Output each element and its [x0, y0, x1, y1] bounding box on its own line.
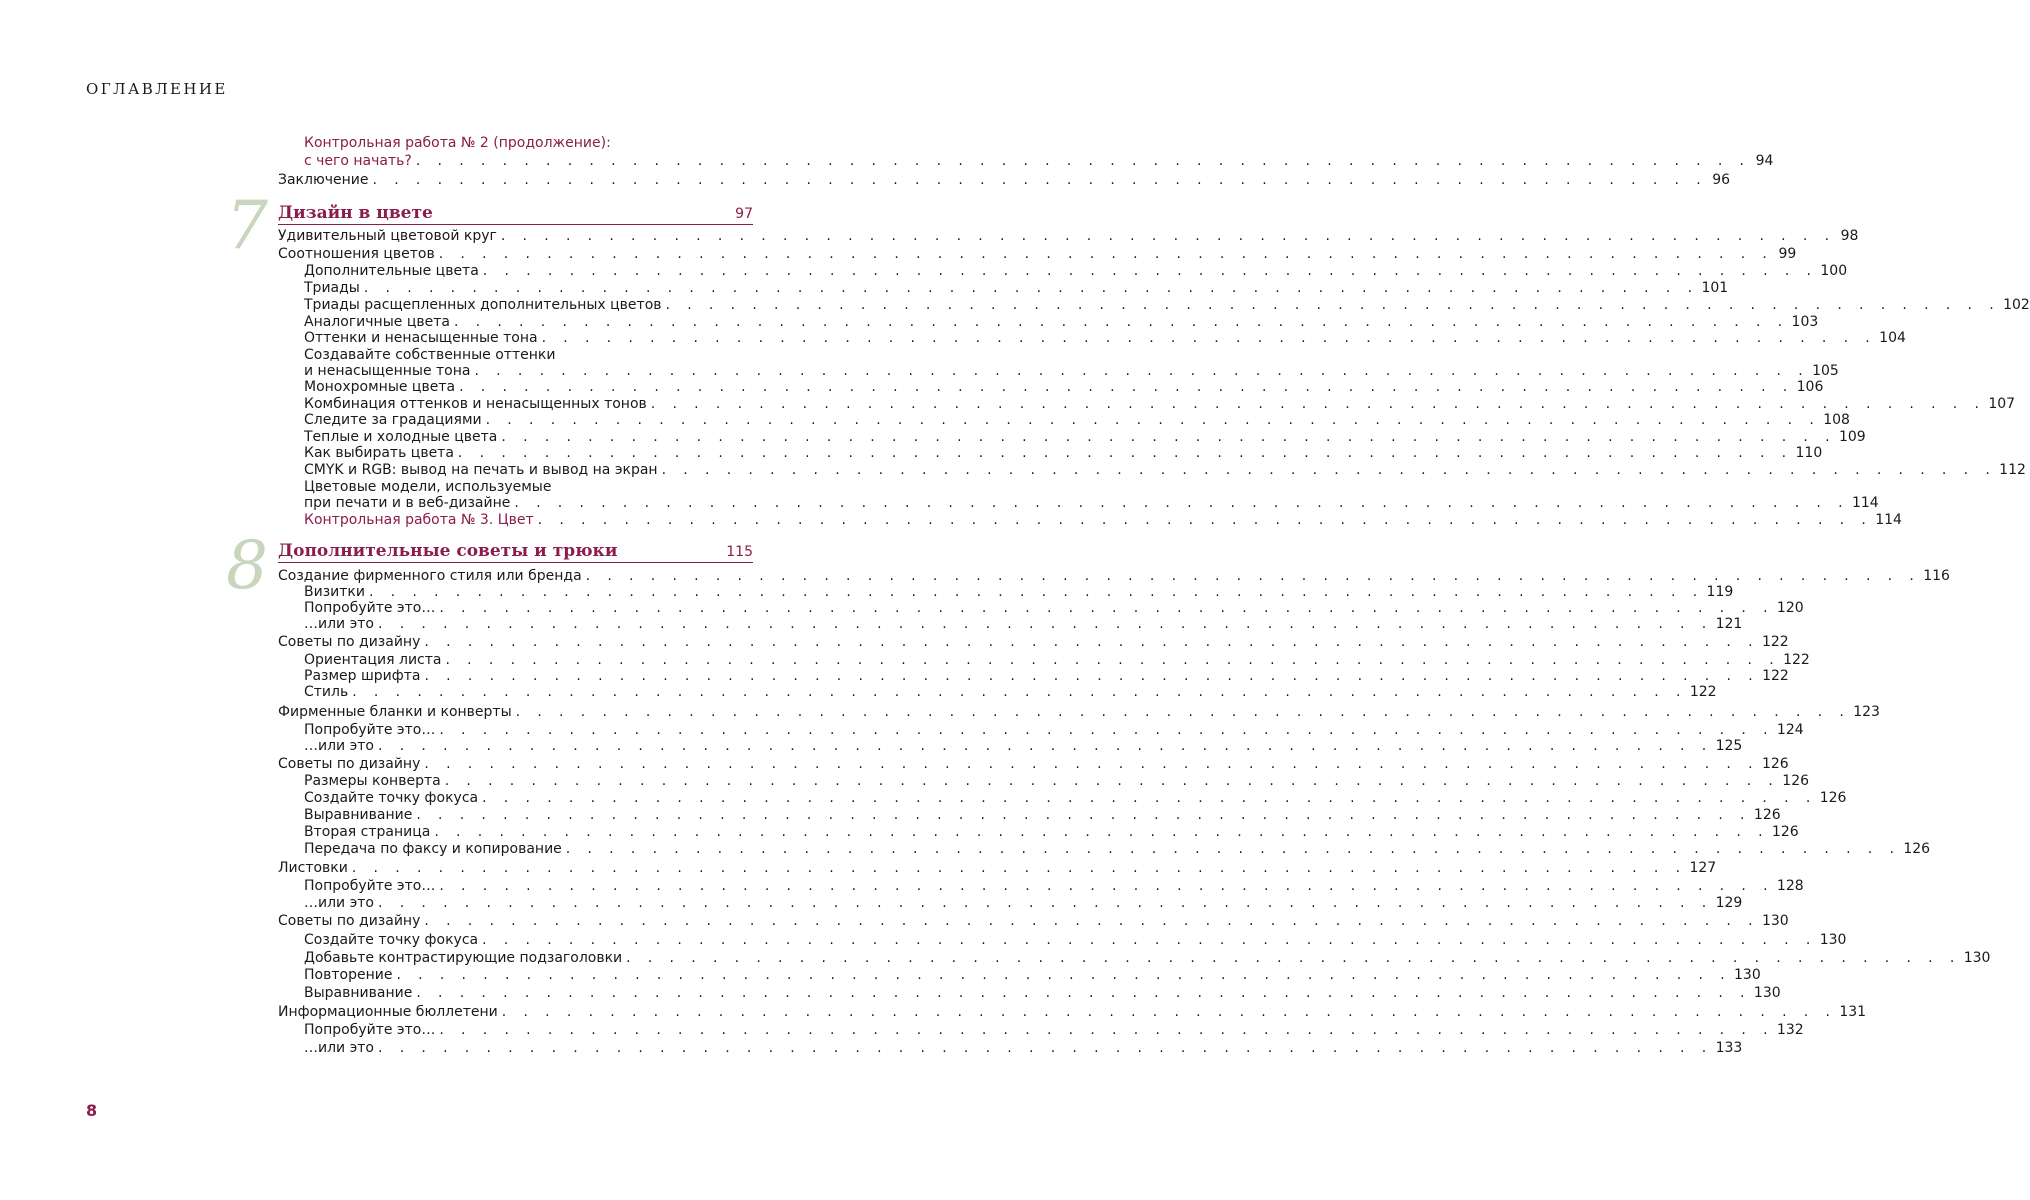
toc-entry-label: Создайте точку фокуса [304, 790, 479, 806]
toc-entry-label: Комбинация оттенков и ненасыщенных тонов [304, 396, 647, 412]
toc-entry-page: 128 [1776, 878, 1804, 894]
toc-entry-page: 123 [1853, 704, 1880, 720]
dot-leader: . . . . . . . . . . . . . . . . . . . . . . . . . . . . . . . . . . . . . . . . . . . . . . . . . . . . . . . . . . . . . . [585, 568, 1921, 584]
toc-entry-label: Выравнивание [304, 807, 413, 823]
dot-leader: . . . . . . . . . . . . . . . . . . . . . . . . . . . . . . . . . . . . . . . . . . . . . . . . . . . . . . . . . . . . . . [439, 600, 1774, 616]
toc-entry-label: Ориентация листа [304, 652, 442, 668]
dot-leader: . . . . . . . . . . . . . . . . . . . . . . . . . . . . . . . . . . . . . . . . . . . . . . . . . . . . . . . . . . . . . . [372, 172, 1708, 188]
page-number: 8 [86, 1101, 98, 1120]
toc-entry[interactable] [304, 877, 1804, 895]
toc-entry-label: Фирменные бланки и конверты [278, 704, 512, 720]
toc-entry-label: Соотношения цветов [278, 246, 435, 262]
toc-entry-page: 122 [1761, 634, 1789, 650]
dot-leader: . . . . . . . . . . . . . . . . . . . . . . . . . . . . . . . . . . . . . . . . . . . . . . . . . . . . . . . . . . . . . . [424, 756, 1759, 772]
toc-entry[interactable] [304, 444, 1823, 462]
toc-entry-page: 116 [1923, 568, 1950, 584]
toc-entry[interactable] [278, 227, 1859, 245]
dot-leader: . . . . . . . . . . . . . . . . . . . . . . . . . . . . . . . . . . . . . . . . . . . . . . . . . . . . . . . . . . . . . . [500, 228, 1836, 244]
toc-entry[interactable] [304, 949, 1991, 967]
toc-entry-page: 126 [1761, 756, 1789, 772]
dot-leader: . . . . . . . . . . . . . . . . . . . . . . . . . . . . . . . . . . . . . . . . . . . . . . . . . . . . . . . . . . . . . . [485, 412, 1821, 428]
toc-entry-label: Следите за градациями [304, 412, 482, 428]
toc-entry[interactable] [304, 615, 1743, 633]
toc-entry-label: Визитки [304, 584, 365, 600]
dot-leader: . . . . . . . . . . . . . . . . . . . . . . . . . . . . . . . . . . . . . . . . . . . . . . . . . . . . . . . . . . . . . . [565, 841, 1901, 857]
dot-leader: . . . . . . . . . . . . . . . . . . . . . . . . . . . . . . . . . . . . . . . . . . . . . . . . . . . . . . . . . . . . . . [537, 512, 1873, 528]
toc-entry-label: Создайте точку фокуса [304, 932, 479, 948]
dot-leader: . . . . . . . . . . . . . . . . . . . . . . . . . . . . . . . . . . . . . . . . . . . . . . . . . . . . . . . . . . . . . . [453, 314, 1789, 330]
chapter-title: Дополнительные советы и трюки [278, 541, 618, 561]
toc-entry-label: Триады расщепленных дополнительных цветов [304, 297, 662, 313]
toc-entry-page: 126 [1819, 790, 1847, 806]
toc-entry[interactable] [304, 511, 1902, 529]
toc-entry-label: …или это [304, 616, 374, 632]
toc-entry[interactable] [278, 912, 1789, 930]
toc-entry-continued-line: Цветовые модели, используемые [304, 479, 552, 495]
dot-leader: . . . . . . . . . . . . . . . . . . . . . . . . . . . . . . . . . . . . . . . . . . . . . . . . . . . . . . . . . . . . . . [541, 330, 1877, 346]
dot-leader: . . . . . . . . . . . . . . . . . . . . . . . . . . . . . . . . . . . . . . . . . . . . . . . . . . . . . . . . . . . . . . [445, 652, 1781, 668]
toc-entry[interactable] [304, 806, 1781, 824]
dot-leader: . . . . . . . . . . . . . . . . . . . . . . . . . . . . . . . . . . . . . . . . . . . . . . . . . . . . . . . . . . . . . . [514, 495, 1849, 511]
toc-entry[interactable] [304, 984, 1781, 1002]
toc-entry-page: 101 [1701, 280, 1729, 296]
toc-entry-label: Попробуйте это… [304, 722, 436, 738]
toc-entry[interactable] [304, 1021, 1804, 1039]
toc-entry-label: Триады [304, 280, 360, 296]
toc-entry-page: 98 [1840, 228, 1859, 244]
toc-entry-page: 133 [1715, 1040, 1743, 1056]
dot-leader: . . . . . . . . . . . . . . . . . . . . . . . . . . . . . . . . . . . . . . . . . . . . . . . . . . . . . . . . . . . . . . [661, 462, 1997, 478]
dot-leader: . . . . . . . . . . . . . . . . . . . . . . . . . . . . . . . . . . . . . . . . . . . . . . . . . . . . . . . . . . . . . . [474, 363, 1810, 379]
toc-entry-label: Дополнительные цвета [304, 263, 479, 279]
toc-entry-label: Вторая страница [304, 824, 431, 840]
chapter-7-numeral: 7 [226, 187, 268, 264]
toc-entry[interactable] [304, 329, 1906, 347]
toc-entry[interactable] [278, 245, 1797, 263]
toc-entry[interactable] [304, 296, 2030, 314]
toc-entry-page: 126 [1771, 824, 1799, 840]
toc-entry-label: Оттенки и ненасыщенные тона [304, 330, 538, 346]
toc-entry[interactable] [278, 703, 1880, 721]
dot-leader: . . . . . . . . . . . . . . . . . . . . . . . . . . . . . . . . . . . . . . . . . . . . . . . . . . . . . . . . . . . . . . [416, 807, 1751, 823]
toc-entry-label: …или это [304, 738, 374, 754]
toc-entry[interactable] [278, 1003, 1867, 1021]
toc-entry-page: 94 [1755, 153, 1774, 169]
toc-entry-label: Монохромные цвета [304, 379, 456, 395]
dot-leader: . . . . . . . . . . . . . . . . . . . . . . . . . . . . . . . . . . . . . . . . . . . . . . . . . . . . . . . . . . . . . . [650, 396, 1986, 412]
toc-entry-page: 130 [1963, 950, 1991, 966]
toc-entry[interactable] [304, 411, 1850, 429]
dot-leader: . . . . . . . . . . . . . . . . . . . . . . . . . . . . . . . . . . . . . . . . . . . . . . . . . . . . . . . . . . . . . . [415, 153, 1751, 169]
toc-entry-page: 109 [1838, 429, 1866, 445]
toc-entry-label: Советы по дизайну [278, 913, 421, 929]
toc-entry-label: Повторение [304, 967, 393, 983]
toc-entry-page: 130 [1761, 913, 1789, 929]
toc-entry[interactable] [304, 966, 1761, 984]
toc-entry[interactable] [304, 772, 1810, 790]
toc-entry-page: 130 [1734, 967, 1761, 983]
dot-leader: . . . . . . . . . . . . . . . . . . . . . . . . . . . . . . . . . . . . . . . . . . . . . . . . . . . . . . . . . . . . . . [424, 668, 1760, 684]
toc-entry-page: 126 [1753, 807, 1781, 823]
toc-entry-page: 102 [2003, 297, 2030, 313]
dot-leader: . . . . . . . . . . . . . . . . . . . . . . . . . . . . . . . . . . . . . . . . . . . . . . . . . . . . . . . . . . . . . . [438, 246, 1774, 262]
toc-entry[interactable] [304, 840, 1931, 858]
dot-leader: . . . . . . . . . . . . . . . . . . . . . . . . . . . . . . . . . . . . . . . . . . . . . . . . . . . . . . . . . . . . . . [439, 722, 1774, 738]
toc-entry-label: Попробуйте это… [304, 1022, 436, 1038]
dot-leader: . . . . . . . . . . . . . . . . . . . . . . . . . . . . . . . . . . . . . . . . . . . . . . . . . . . . . . . . . . . . . . [482, 263, 1818, 279]
toc-entry[interactable] [304, 1039, 1743, 1057]
toc-entry-label: Теплые и холодные цвета [304, 429, 498, 445]
dot-leader: . . . . . . . . . . . . . . . . . . . . . . . . . . . . . . . . . . . . . . . . . . . . . . . . . . . . . . . . . . . . . . [434, 824, 1769, 840]
toc-entry-continued-line: Создавайте собственные оттенки [304, 347, 556, 363]
toc-entry-page: 104 [1879, 330, 1906, 346]
dot-leader: . . . . . . . . . . . . . . . . . . . . . . . . . . . . . . . . . . . . . . . . . . . . . . . . . . . . . . . . . . . . . . [351, 860, 1687, 876]
chapter-8-heading[interactable] [278, 541, 753, 563]
toc-entry[interactable] [304, 152, 1774, 170]
chapter-7-rule [278, 224, 753, 225]
toc-entry-label: и ненасыщенные тона [304, 363, 471, 379]
toc-entry-page: 131 [1839, 1004, 1867, 1020]
toc-entry[interactable] [278, 633, 1789, 651]
toc-entry-label: Выравнивание [304, 985, 413, 1001]
toc-entry-page: 106 [1796, 379, 1824, 395]
toc-entry-label: CMYK и RGB: вывод на печать и вывод на экран [304, 462, 658, 478]
toc-entry-label: Контрольная работа № 3. Цвет [304, 512, 534, 528]
dot-leader: . . . . . . . . . . . . . . . . . . . . . . . . . . . . . . . . . . . . . . . . . . . . . . . . . . . . . . . . . . . . . . [665, 297, 2001, 313]
toc-entry-page: 130 [1753, 985, 1781, 1001]
toc-entry-page: 127 [1689, 860, 1717, 876]
toc-entry-page: 122 [1783, 652, 1810, 668]
toc-entry[interactable] [304, 378, 1824, 396]
toc-entry[interactable] [304, 931, 1847, 949]
toc-entry-page: 120 [1776, 600, 1804, 616]
dot-leader: . . . . . . . . . . . . . . . . . . . . . . . . . . . . . . . . . . . . . . . . . . . . . . . . . . . . . . . . . . . . . . [501, 429, 1836, 445]
toc-entry-label: …или это [304, 1040, 374, 1056]
chapter-page: 97 [735, 206, 753, 222]
toc-entry[interactable] [278, 755, 1789, 773]
toc-entry[interactable] [304, 262, 1848, 280]
toc-entry-label: Размер шрифта [304, 668, 421, 684]
toc-entry-label: Передача по факсу и копирование [304, 841, 562, 857]
toc-entry-page: 110 [1795, 445, 1823, 461]
dot-leader: . . . . . . . . . . . . . . . . . . . . . . . . . . . . . . . . . . . . . . . . . . . . . . . . . . . . . . . . . . . . . . [482, 932, 1817, 948]
dot-leader: . . . . . . . . . . . . . . . . . . . . . . . . . . . . . . . . . . . . . . . . . . . . . . . . . . . . . . . . . . . . . . [378, 738, 1713, 754]
dot-leader: . . . . . . . . . . . . . . . . . . . . . . . . . . . . . . . . . . . . . . . . . . . . . . . . . . . . . . . . . . . . . . [363, 280, 1699, 296]
toc-entry-page: 99 [1778, 246, 1797, 262]
toc-entry-page: 125 [1715, 738, 1743, 754]
toc-entry-page: 108 [1823, 412, 1850, 428]
dot-leader: . . . . . . . . . . . . . . . . . . . . . . . . . . . . . . . . . . . . . . . . . . . . . . . . . . . . . . . . . . . . . . [439, 878, 1774, 894]
toc-entry-label: Создание фирменного стиля или бренда [278, 568, 582, 584]
dot-leader: . . . . . . . . . . . . . . . . . . . . . . . . . . . . . . . . . . . . . . . . . . . . . . . . . . . . . . . . . . . . . . [424, 634, 1759, 650]
toc-entry[interactable] [304, 737, 1743, 755]
toc-entry-label: при печати и в веб-дизайне [304, 495, 511, 511]
toc-entry-page: 124 [1776, 722, 1804, 738]
toc-entry-label: с чего начать? [304, 153, 412, 169]
toc-entry[interactable] [304, 279, 1729, 297]
toc-entry-continued-line: Контрольная работа № 2 (продолжение): [304, 135, 611, 151]
toc-entry-page: 129 [1715, 895, 1743, 911]
dot-leader: . . . . . . . . . . . . . . . . . . . . . . . . . . . . . . . . . . . . . . . . . . . . . . . . . . . . . . . . . . . . . . [378, 1040, 1713, 1056]
dot-leader: . . . . . . . . . . . . . . . . . . . . . . . . . . . . . . . . . . . . . . . . . . . . . . . . . . . . . . . . . . . . . . [457, 445, 1793, 461]
toc-entry-page: 100 [1820, 263, 1848, 279]
dot-leader: . . . . . . . . . . . . . . . . . . . . . . . . . . . . . . . . . . . . . . . . . . . . . . . . . . . . . . . . . . . . . . [439, 1022, 1774, 1038]
toc-entry[interactable] [304, 894, 1743, 912]
toc-entry[interactable] [304, 789, 1847, 807]
dot-leader: . . . . . . . . . . . . . . . . . . . . . . . . . . . . . . . . . . . . . . . . . . . . . . . . . . . . . . . . . . . . . . [368, 584, 1704, 600]
toc-entry-label: Информационные бюллетени [278, 1004, 498, 1020]
toc-entry-label: Как выбирать цвета [304, 445, 454, 461]
dot-leader: . . . . . . . . . . . . . . . . . . . . . . . . . . . . . . . . . . . . . . . . . . . . . . . . . . . . . . . . . . . . . . [482, 790, 1817, 806]
chapter-title: Дизайн в цвете [278, 203, 433, 223]
toc-entry-page: 114 [1875, 512, 1902, 528]
toc-entry-label: Удивительный цветовой круг [278, 228, 497, 244]
dot-leader: . . . . . . . . . . . . . . . . . . . . . . . . . . . . . . . . . . . . . . . . . . . . . . . . . . . . . . . . . . . . . . [424, 913, 1759, 929]
toc-entry-page: 114 [1851, 495, 1879, 511]
toc-entry-page: 126 [1782, 773, 1810, 789]
dot-leader: . . . . . . . . . . . . . . . . . . . . . . . . . . . . . . . . . . . . . . . . . . . . . . . . . . . . . . . . . . . . . . [444, 773, 1780, 789]
toc-entry-label: Советы по дизайну [278, 756, 421, 772]
toc-entry-page: 103 [1791, 314, 1819, 330]
toc-entry-page: 122 [1762, 668, 1789, 684]
toc-entry-page: 122 [1689, 684, 1717, 700]
dot-leader: . . . . . . . . . . . . . . . . . . . . . . . . . . . . . . . . . . . . . . . . . . . . . . . . . . . . . . . . . . . . . . [626, 950, 1961, 966]
toc-entry[interactable] [304, 494, 1879, 512]
toc-entry-label: Попробуйте это… [304, 600, 436, 616]
toc-entry-label: Листовки [278, 860, 348, 876]
dot-leader: . . . . . . . . . . . . . . . . . . . . . . . . . . . . . . . . . . . . . . . . . . . . . . . . . . . . . . . . . . . . . . [378, 616, 1713, 632]
toc-entry[interactable] [278, 171, 1731, 189]
chapter-8-rule [278, 562, 753, 563]
toc-entry[interactable] [304, 461, 2026, 479]
dot-leader: . . . . . . . . . . . . . . . . . . . . . . . . . . . . . . . . . . . . . . . . . . . . . . . . . . . . . . . . . . . . . . [378, 895, 1713, 911]
chapter-8-numeral: 8 [226, 527, 268, 604]
toc-entry-page: 96 [1712, 172, 1731, 188]
toc-entry-label: Советы по дизайну [278, 634, 421, 650]
toc-entry-label: Аналогичные цвета [304, 314, 450, 330]
toc-entry-label: Стиль [304, 684, 349, 700]
toc-entry-page: 105 [1812, 363, 1839, 379]
toc-entry-label: Размеры конверта [304, 773, 441, 789]
toc-entry[interactable] [304, 823, 1799, 841]
dot-leader: . . . . . . . . . . . . . . . . . . . . . . . . . . . . . . . . . . . . . . . . . . . . . . . . . . . . . . . . . . . . . . [515, 704, 1851, 720]
toc-entry-page: 132 [1776, 1022, 1804, 1038]
dot-leader: . . . . . . . . . . . . . . . . . . . . . . . . . . . . . . . . . . . . . . . . . . . . . . . . . . . . . . . . . . . . . . [352, 684, 1687, 700]
toc-entry[interactable] [304, 683, 1717, 701]
toc-entry-label: Добавьте контрастирующие подзаголовки [304, 950, 623, 966]
toc-entry-label: Заключение [278, 172, 369, 188]
dot-leader: . . . . . . . . . . . . . . . . . . . . . . . . . . . . . . . . . . . . . . . . . . . . . . . . . . . . . . . . . . . . . . [396, 967, 1732, 983]
toc-entry-label: Попробуйте это… [304, 878, 436, 894]
chapter-page: 115 [726, 544, 753, 560]
toc-entry-page: 119 [1706, 584, 1734, 600]
toc-entry-label: …или это [304, 895, 374, 911]
dot-leader: . . . . . . . . . . . . . . . . . . . . . . . . . . . . . . . . . . . . . . . . . . . . . . . . . . . . . . . . . . . . . . [416, 985, 1751, 1001]
chapter-7-heading[interactable] [278, 203, 753, 225]
toc-entry-page: 107 [1988, 396, 2016, 412]
toc-entry-page: 126 [1903, 841, 1931, 857]
dot-leader: . . . . . . . . . . . . . . . . . . . . . . . . . . . . . . . . . . . . . . . . . . . . . . . . . . . . . . . . . . . . . . [501, 1004, 1837, 1020]
toc-entry-page: 130 [1819, 932, 1847, 948]
dot-leader: . . . . . . . . . . . . . . . . . . . . . . . . . . . . . . . . . . . . . . . . . . . . . . . . . . . . . . . . . . . . . . [459, 379, 1794, 395]
toc-entry-page: 112 [1999, 462, 2026, 478]
toc-entry-page: 121 [1715, 616, 1743, 632]
toc-entry[interactable] [278, 859, 1717, 877]
running-head: ОГЛАВЛЕНИЕ [86, 80, 228, 98]
